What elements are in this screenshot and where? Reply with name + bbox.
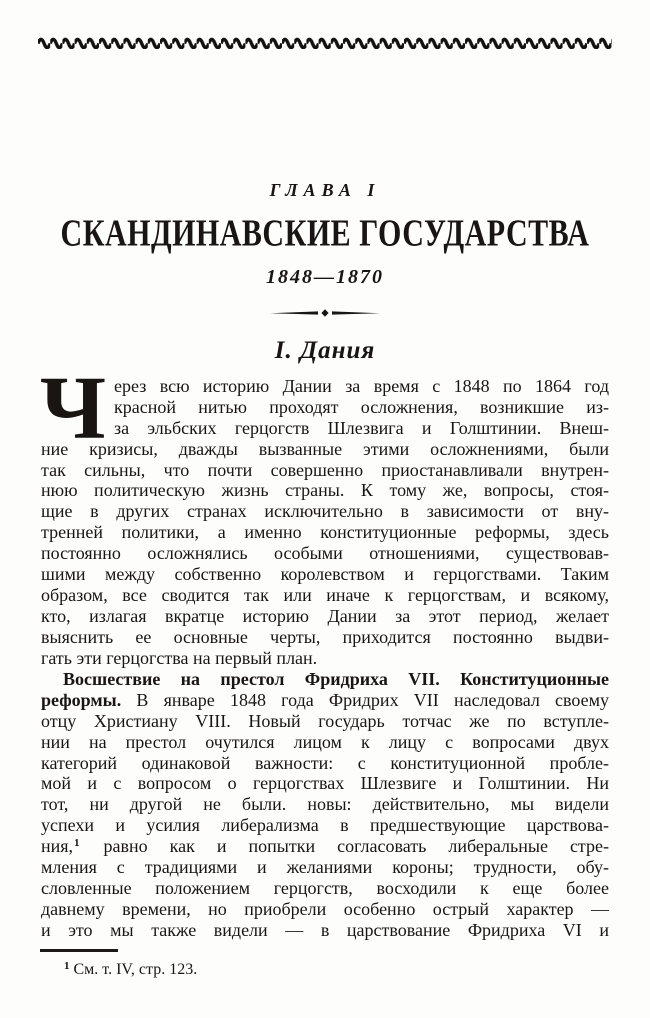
text-line: тренней политики, а именно конституционные реформы, здесь (41, 522, 609, 543)
footnote-text: См. т. IV, стр. 123. (73, 961, 198, 978)
text-line: отцу Христиану VIII. Новый государь тотчас же по вступле- (41, 710, 609, 731)
text-line: нюю политическую жизнь страны. К тому же, вопросы, стоя- (41, 480, 609, 501)
text-line: постоянно осложнялись особыми отношениями, существовав- (41, 543, 609, 564)
text-line: тот, ни другой не были. новы: действительно, мы видели (41, 794, 609, 815)
text-line: давнему времени, но приобрели особенно острый характер — (41, 898, 609, 919)
text-line: шими между собственно королевством и герцогствами. Таким (41, 564, 609, 585)
text-line: кто, излагая вкратце историю Дании за этот период, желает (41, 605, 609, 626)
text-line: ния,$^1$ равно как и попытки согласовать либеральные стре- (41, 836, 609, 857)
text-line: красной нитью проходят осложнения, возникшие из- (114, 396, 609, 417)
text-line: Восшествие на престол Фридриха VII. Конституционные (63, 669, 609, 689)
text-line: мления с традициями и желаниями короны; трудности, обу- (41, 857, 609, 878)
footnote-reference: 1 (74, 837, 80, 850)
chapter-years: 1848—1870 (266, 266, 384, 288)
text-line: и это мы также видели — в царствование Фридриха VI и (41, 919, 609, 940)
text-line: щие в других странах исключительно в зависимости от вну- (41, 501, 609, 522)
footnote-separator-rule (40, 949, 118, 952)
text-line: гать эти герцогства на первый план. (41, 647, 318, 668)
text-line: образом, все сводится так или иначе к герцогствам, и всякому, (41, 584, 609, 605)
text-line: категорий одинаковой важности: с конституционной пробле- (41, 752, 609, 773)
section-title: I. Дания (274, 337, 376, 364)
chapter-heading: ГЛАВА I (269, 180, 381, 200)
text-line: выяснить ее основные черты, приходится постоянно выдви- (41, 626, 609, 647)
text-line: успехи и усилия либерализма в предшествующие царствова- (41, 815, 609, 836)
footnote-marker: 1 (64, 960, 70, 972)
text-line: за эльбских герцогств Шлезвига и Голштинии. Внеш- (114, 417, 609, 438)
text-line: ерез всю историю Дании за время с 1848 по 1864 год (114, 376, 609, 396)
page-title: СКАНДИНАВСКИЕ ГОСУДАРСТВА (60, 212, 590, 255)
text-line: ние кризисы, дважды вызванные этими осложнениями, были (41, 438, 609, 459)
dropcap-letter: Ч (40, 359, 107, 458)
text-line: реформы. В январе 1848 года Фридрих VII наследовал своему (41, 689, 609, 710)
text-line: словленные положением герцогств, восходили к еще более (41, 877, 609, 898)
text-line: так сильны, что почти совершенно приостанавливали внутрен- (41, 459, 609, 480)
paragraph-1 (41, 376, 609, 668)
text-line: мой и с вопросом о герцогствах Шлезвиге и Голштинии. Ни (41, 773, 609, 794)
text-line: нии на престол очутился лицом к лицу с вопросами двух (41, 731, 609, 752)
footnote (41, 959, 609, 982)
tapered-divider-ornament (270, 308, 380, 318)
paragraph-2 (41, 669, 609, 941)
ornamental-wavy-rule (38, 32, 612, 49)
